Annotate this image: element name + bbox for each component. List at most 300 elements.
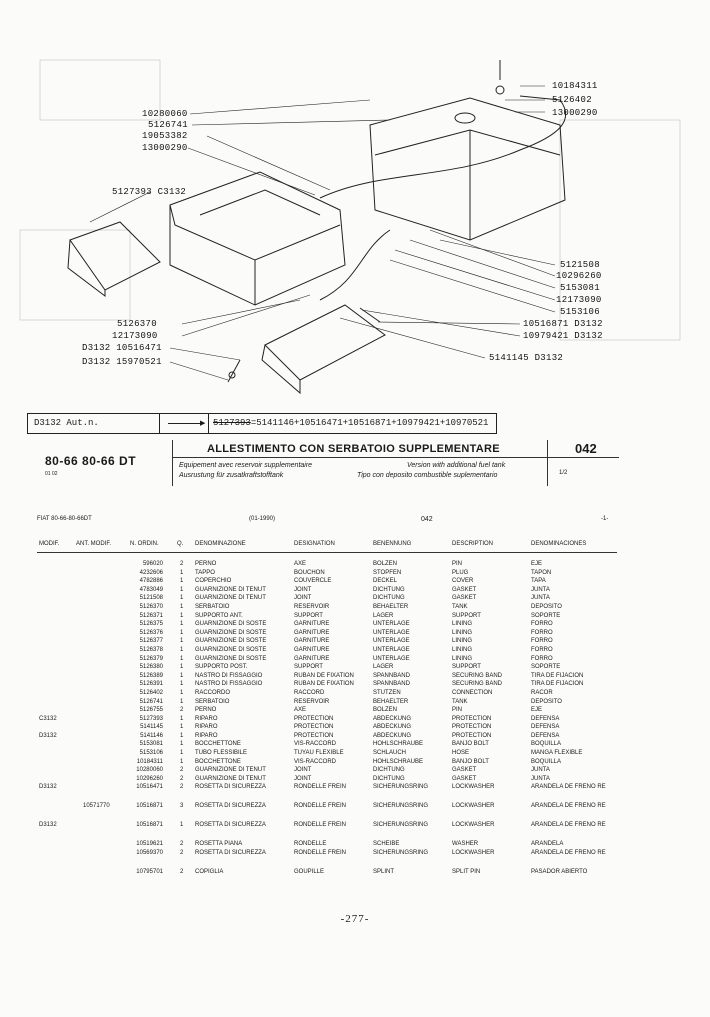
cell-q: 1 [180,750,184,757]
cell-des: RESERVOIR [294,603,330,610]
cell-ben: LAGER [373,612,394,619]
cell-descr: BANJO BOLT [452,758,489,765]
cell-nord: 10519621 [136,841,163,848]
modification-box [27,413,497,434]
page-fraction: 1/2 [559,470,568,476]
cell-denes: RACOR [531,689,553,696]
cell-den: TAPPO [195,569,215,576]
cell-denes: DEPOSITO [531,698,562,705]
cell-descr: COVER [452,578,474,585]
cell-nord: 10296260 [136,775,163,782]
cell-den: NASTRO DI FISSAGGIO [195,672,263,679]
cell-ben: SPLINT [373,869,395,876]
table-row [0,822,710,841]
table-row [0,664,710,673]
col-designation: DESIGNATION [294,541,335,547]
cell-des: PROTECTION [294,732,334,739]
cell-des: RACCORD [294,689,325,696]
cell-den: GUARNIZIONE DI SOSTE [195,629,267,636]
callout-5153081: 5153081 [560,283,600,293]
cell-denes: TAPA [531,578,546,585]
col-ant-modif: ANT. MODIF. [76,541,112,547]
cell-ben: HOHLSCHRAUBE [373,741,424,748]
table-row [0,561,710,570]
cell-modif: D3132 [39,732,57,739]
cell-nord: 5126391 [139,681,163,688]
callout-13000290-top: 13000290 [552,108,598,118]
table-row [0,621,710,630]
cell-ben: DECKEL [373,578,398,585]
cell-des: RONDELLE FREIN [294,822,347,829]
cell-denes: FORRO [531,638,553,645]
subtitle-en: Version with additional fuel tank [407,462,506,469]
cell-ben: BOLZEN [373,707,398,714]
cell-q: 1 [180,569,184,576]
cell-nord: 5126371 [139,612,163,619]
cell-descr: TANK [452,698,468,705]
divider [547,440,548,486]
title-block [27,437,619,489]
cell-des: JOINT [294,586,312,593]
cell-des: SUPPORT [294,664,323,671]
cell-ben: SPANNBAND [373,681,410,688]
callout-12173090-right: 12173090 [556,295,602,305]
cell-descr: LOCKWASHER [452,850,495,857]
subtitle-de: Ausrustung für zusatkraftstofftank [179,472,284,479]
cell-den: ROSETTA DI SICUREZZA [195,803,266,810]
cell-denes: BOQUILLA [531,758,562,765]
cell-nord: 5126389 [139,672,163,679]
cell-descr: SECURING BAND [452,672,503,679]
cell-den: GUARNIZIONE DI SOSTE [195,638,267,645]
cell-descr: GASKET [452,595,477,602]
cell-descr: PROTECTION [452,732,492,739]
cell-denes: SOPORTE [531,664,561,671]
cell-den: ROSETTA PIANA [195,841,243,848]
list-page: -1- [601,516,609,522]
cell-q: 1 [180,655,184,662]
cell-denes: TIRA DE FIJACION [531,681,584,688]
cell-denes: DEFENSA [531,724,560,731]
col-q: Q. [177,541,184,547]
cell-denes: TIRA DE FIJACION [531,672,584,679]
table-row [0,681,710,690]
callout-10280060: 10280060 [142,109,188,119]
cell-ben: DICHTUNG [373,595,405,602]
cell-den: GUARNIZIONE DI TENUT [195,586,266,593]
exploded-diagram [0,0,710,410]
cell-denes: ARANDELA DE FRENO RE [531,803,606,810]
cell-des: PROTECTION [294,715,334,722]
cell-den: SERBATOIO [195,603,230,610]
callout-15970521: D3132 15970521 [82,357,162,367]
arrow-icon: ▶ [200,420,206,427]
cell-modif: D3132 [39,784,57,791]
table-row [0,841,710,850]
page-number: -277- [340,913,370,925]
cell-modif: C3132 [39,715,57,722]
cell-q: 1 [180,698,184,705]
table-row [0,707,710,716]
cell-denes: EJE [531,707,543,714]
cell-den: ROSETTA DI SICUREZZA [195,850,266,857]
replacement-parts: =5141146+10516471+10516871+10979421+10970521 [250,418,489,428]
cell-nord: 4782886 [139,578,163,585]
callout-5126370: 5126370 [117,319,157,329]
cell-q: 2 [180,784,184,791]
model-sub: 01 02 [45,471,58,477]
cell-q: 1 [180,715,184,722]
cell-denes: PASADOR ABIERTO [531,869,588,876]
cell-denes: MANGA FLEXIBLE [531,750,583,757]
callout-5121508: 5121508 [560,260,600,270]
cell-ben: STOPFEN [373,569,402,576]
callout-5126402: 5126402 [552,95,592,105]
cell-des: RONDELLE FREIN [294,850,347,857]
cell-denes: DEFENSA [531,715,560,722]
cell-ben: SICHERUNGSRING [373,822,429,829]
table-row [0,638,710,647]
cell-q: 2 [180,841,184,848]
table-row [0,724,710,733]
cell-denes: ARANDELA [531,841,564,848]
cell-ben: UNTERLAGE [373,646,410,653]
callout-10516871: 10516871 D3132 [523,319,603,329]
cell-denes: JUNTA [531,767,550,774]
cell-denes: TAPON [531,569,552,576]
cell-nord: 5153081 [139,741,163,748]
cell-den: TUBO FLESSIBILE [195,750,248,757]
cell-descr: SUPPORT [452,612,481,619]
cell-ben: DICHTUNG [373,586,405,593]
cell-den: BOCCHETTONE [195,758,241,765]
table-row [0,587,710,596]
cell-denes: FORRO [531,629,553,636]
cell-nord: 5126375 [139,621,163,628]
callout-12173090-left: 12173090 [112,331,158,341]
divider [172,457,619,458]
cell-ben: BEHAELTER [373,698,409,705]
cell-q: 1 [180,681,184,688]
divider [172,440,173,486]
cell-ben: DICHTUNG [373,775,405,782]
cell-ben: ABDECKUNG [373,724,412,731]
cell-ben: SCHEIBE [373,841,400,848]
cell-ben: UNTERLAGE [373,629,410,636]
cell-q: 2 [180,707,184,714]
cell-modif: D3132 [39,822,57,829]
callout-5141145: 5141145 D3132 [489,353,564,363]
cell-nord: 5126378 [139,646,163,653]
cell-descr: GASKET [452,775,477,782]
cell-descr: PLUG [452,569,469,576]
cell-q: 1 [180,603,184,610]
cell-descr: GASKET [452,586,477,593]
table-row [0,733,710,742]
cell-den: NASTRO DI FISSAGGIO [195,681,263,688]
cell-descr: PIN [452,707,463,714]
cell-q: 1 [180,689,184,696]
cell-descr: WASHER [452,841,479,848]
cell-descr: SPLIT PIN [452,869,481,876]
cell-ben: ABDECKUNG [373,732,412,739]
cell-nord: 10184311 [136,758,163,765]
table-row [0,759,710,768]
cell-descr: HOSE [452,750,470,757]
cell-denes: FORRO [531,621,553,628]
cell-denes: DEFENSA [531,732,560,739]
cell-den: GUARNIZIONE DI TENUT [195,775,266,782]
cell-des: RONDELLE FREIN [294,784,347,791]
callout-19053382: 19053382 [142,131,188,141]
cell-den: PERNO [195,707,217,714]
cell-ben: BEHAELTER [373,603,409,610]
cell-ben: STUTZEN [373,689,401,696]
cell-ben: SCHLAUCH [373,750,407,757]
cell-descr: TANK [452,603,468,610]
table-row [0,578,710,587]
cell-ben: ABDECKUNG [373,715,412,722]
cell-q: 1 [180,586,184,593]
cell-denes: JUNTA [531,595,550,602]
table-row [0,850,710,869]
cell-descr: LINING [452,621,473,628]
cell-den: RIPARO [195,724,218,731]
cell-nord: 5126402 [139,689,163,696]
cell-ben: BOLZEN [373,561,398,567]
cell-des: VIS-RACCORD [294,758,337,765]
col-description: DESCRIPTION [452,541,494,547]
table-row [0,741,710,750]
cell-den: ROSETTA DI SICUREZZA [195,784,266,791]
cell-des: COUVERCLE [294,578,332,585]
cell-den: RIPARO [195,715,218,722]
cell-nord: 4783049 [139,586,163,593]
table-row [0,803,710,822]
parts-table [0,561,710,878]
cell-nord: 5121508 [139,595,163,602]
cell-denes: EJE [531,561,543,567]
model-code: 80-66 80-66 DT [45,454,137,468]
cell-q: 2 [180,850,184,857]
table-row [0,647,710,656]
table-row [0,784,710,803]
col-denominazione: DENOMINAZIONE [195,541,246,547]
cell-des: VIS-RACCORD [294,741,337,748]
cell-q: 1 [180,621,184,628]
cell-nord: 5127393 [139,715,163,722]
col-modif: MODIF. [39,541,60,547]
cell-nord: 4232606 [139,569,163,576]
cell-den: COPIGLIA [195,869,224,876]
table-row [0,613,710,622]
table-row [0,595,710,604]
cell-descr: GASKET [452,767,477,774]
callout-10296260: 10296260 [556,271,602,281]
cell-des: GARNITURE [294,629,330,636]
cell-den: GUARNIZIONE DI SOSTE [195,646,267,653]
table-row [0,673,710,682]
col-n-ordin: N. ORDIN. [130,541,159,547]
cell-nord: 5126755 [139,707,163,714]
cell-denes: JUNTA [531,775,550,782]
subtitle-es: Tipo con deposito combustible suplementario [357,472,498,479]
cell-q: 1 [180,578,184,585]
cell-des: RONDELLE [294,841,327,848]
cell-des: RESERVOIR [294,698,330,705]
table-row [0,570,710,579]
cell-denes: ARANDELA DE FRENO RE [531,822,606,829]
cell-nord: 5126379 [139,655,163,662]
table-row [0,699,710,708]
cell-descr: LOCKWASHER [452,803,495,810]
cell-den: ROSETTA DI SICUREZZA [195,822,266,829]
cell-q: 1 [180,629,184,636]
list-code: 042 [421,516,433,523]
table-row [0,750,710,759]
cell-descr: SUPPORT [452,664,481,671]
cell-descr: LINING [452,629,473,636]
cell-den: SUPPORTO ANT. [195,612,243,619]
cell-descr: LINING [452,638,473,645]
callout-5126741: 5126741 [148,120,188,130]
cell-des: BOUCHON [294,569,325,576]
cell-den: SERBATOIO [195,698,230,705]
cell-des: GARNITURE [294,646,330,653]
cell-ben: SICHERUNGSRING [373,784,429,791]
cell-des: GARNITURE [294,638,330,645]
cell-descr: BANJO BOLT [452,741,489,748]
subtitle-fr: Equipement avec reservoir supplementaire [179,462,313,469]
cell-des: GOUPILLE [294,869,325,876]
cell-des: RUBAN DE FIXATION [294,681,354,688]
cell-des: GARNITURE [294,621,330,628]
group-code: 042 [575,441,597,456]
cell-ben: SPANNBAND [373,672,410,679]
callout-13000290-left: 13000290 [142,143,188,153]
cell-denes: FORRO [531,655,553,662]
cell-den: RIPARO [195,732,218,739]
cell-q: 1 [180,672,184,679]
cell-q: 1 [180,664,184,671]
callout-10184311: 10184311 [552,81,598,91]
cell-denes: DEPOSITO [531,603,562,610]
section-title: ALLESTIMENTO CON SERBATOIO SUPPLEMENTARE [207,443,500,455]
cell-des: RONDELLE FREIN [294,803,347,810]
cell-q: 2 [180,775,184,782]
cell-nord: 5126380 [139,664,163,671]
cell-nord: 10516871 [136,822,163,829]
cell-ben: UNTERLAGE [373,655,410,662]
cell-den: GUARNIZIONE DI TENUT [195,595,266,602]
callout-10979421: 10979421 D3132 [523,331,603,341]
cell-des: AXE [294,561,307,567]
bracket-plate [265,305,385,380]
cell-descr: LOCKWASHER [452,784,495,791]
cell-descr: PROTECTION [452,715,492,722]
cell-q: 2 [180,869,184,876]
cell-q: 1 [180,612,184,619]
modification-equation [208,414,498,433]
cell-des: JOINT [294,775,312,782]
cell-q: 1 [180,646,184,653]
auxiliary-tank [170,172,345,305]
cell-den: COPERCHIO [195,578,232,585]
cell-q: 1 [180,741,184,748]
callout-5127393: 5127393 C3132 [112,187,187,197]
cell-descr: LINING [452,655,473,662]
cell-des: JOINT [294,595,312,602]
cell-ben: UNTERLAGE [373,621,410,628]
col-benennung: BENENNUNG [373,541,412,547]
cell-nord: 5126370 [139,603,163,610]
cell-nord: 5153106 [139,750,163,757]
cell-nord: 10516871 [136,803,163,810]
cell-q: 1 [180,822,184,829]
cell-q: 1 [180,595,184,602]
cell-denes: JUNTA [531,586,550,593]
header-rule [37,552,617,553]
fuel-hose [320,96,566,198]
cell-descr: PIN [452,561,463,567]
list-model: FIAT 80-66-80-66DT [37,516,92,522]
table-row [0,716,710,725]
cell-des: RUBAN DE FIXATION [294,672,354,679]
cell-ant: 10571770 [83,803,110,810]
modification-label: D3132 Aut.n. [28,414,160,433]
cell-denes: ARANDELA DE FRENO RE [531,784,606,791]
cell-q: 1 [180,732,184,739]
callout-5153106: 5153106 [560,307,600,317]
struck-part-number: 5127393 [213,418,251,428]
cell-ben: UNTERLAGE [373,638,410,645]
cell-nord: 5126376 [139,629,163,636]
cell-q: 1 [180,724,184,731]
cell-des: GARNITURE [294,655,330,662]
list-date: (01-1990) [249,516,276,522]
cell-descr: CONNECTION [452,689,493,696]
callout-10516471: D3132 10516471 [82,343,162,353]
cell-descr: PROTECTION [452,724,492,731]
cell-q: 1 [180,758,184,765]
cell-descr: LINING [452,646,473,653]
cell-nord: 10795701 [136,869,163,876]
cell-des: SUPPORT [294,612,323,619]
table-row [0,656,710,665]
cell-descr: LOCKWASHER [452,822,495,829]
cell-ben: SICHERUNGSRING [373,803,429,810]
cell-den: PERNO [195,561,217,567]
cell-den: GUARNIZIONE DI SOSTE [195,655,267,662]
cell-q: 2 [180,767,184,774]
arrow-line [168,423,204,424]
cell-nord: 5141146 [140,732,163,739]
cell-ben: SICHERUNGSRING [373,850,429,857]
cell-nord: 10280060 [136,767,163,774]
cell-nord: 10516471 [136,784,163,791]
cell-des: AXE [294,707,307,714]
col-denominaciones: DENOMINACIONES [531,541,587,547]
cell-nord: 5141145 [140,724,163,731]
cell-den: SUPPORTO POST. [195,664,248,671]
cell-descr: SECURING BAND [452,681,503,688]
cell-des: TUYAU FLEXIBLE [294,750,344,757]
cell-des: PROTECTION [294,724,334,731]
cell-den: GUARNIZIONE DI SOSTE [195,621,267,628]
cell-den: BOCCHETTONE [195,741,241,748]
table-row [0,767,710,776]
cell-den: RACCORDO [195,689,231,696]
